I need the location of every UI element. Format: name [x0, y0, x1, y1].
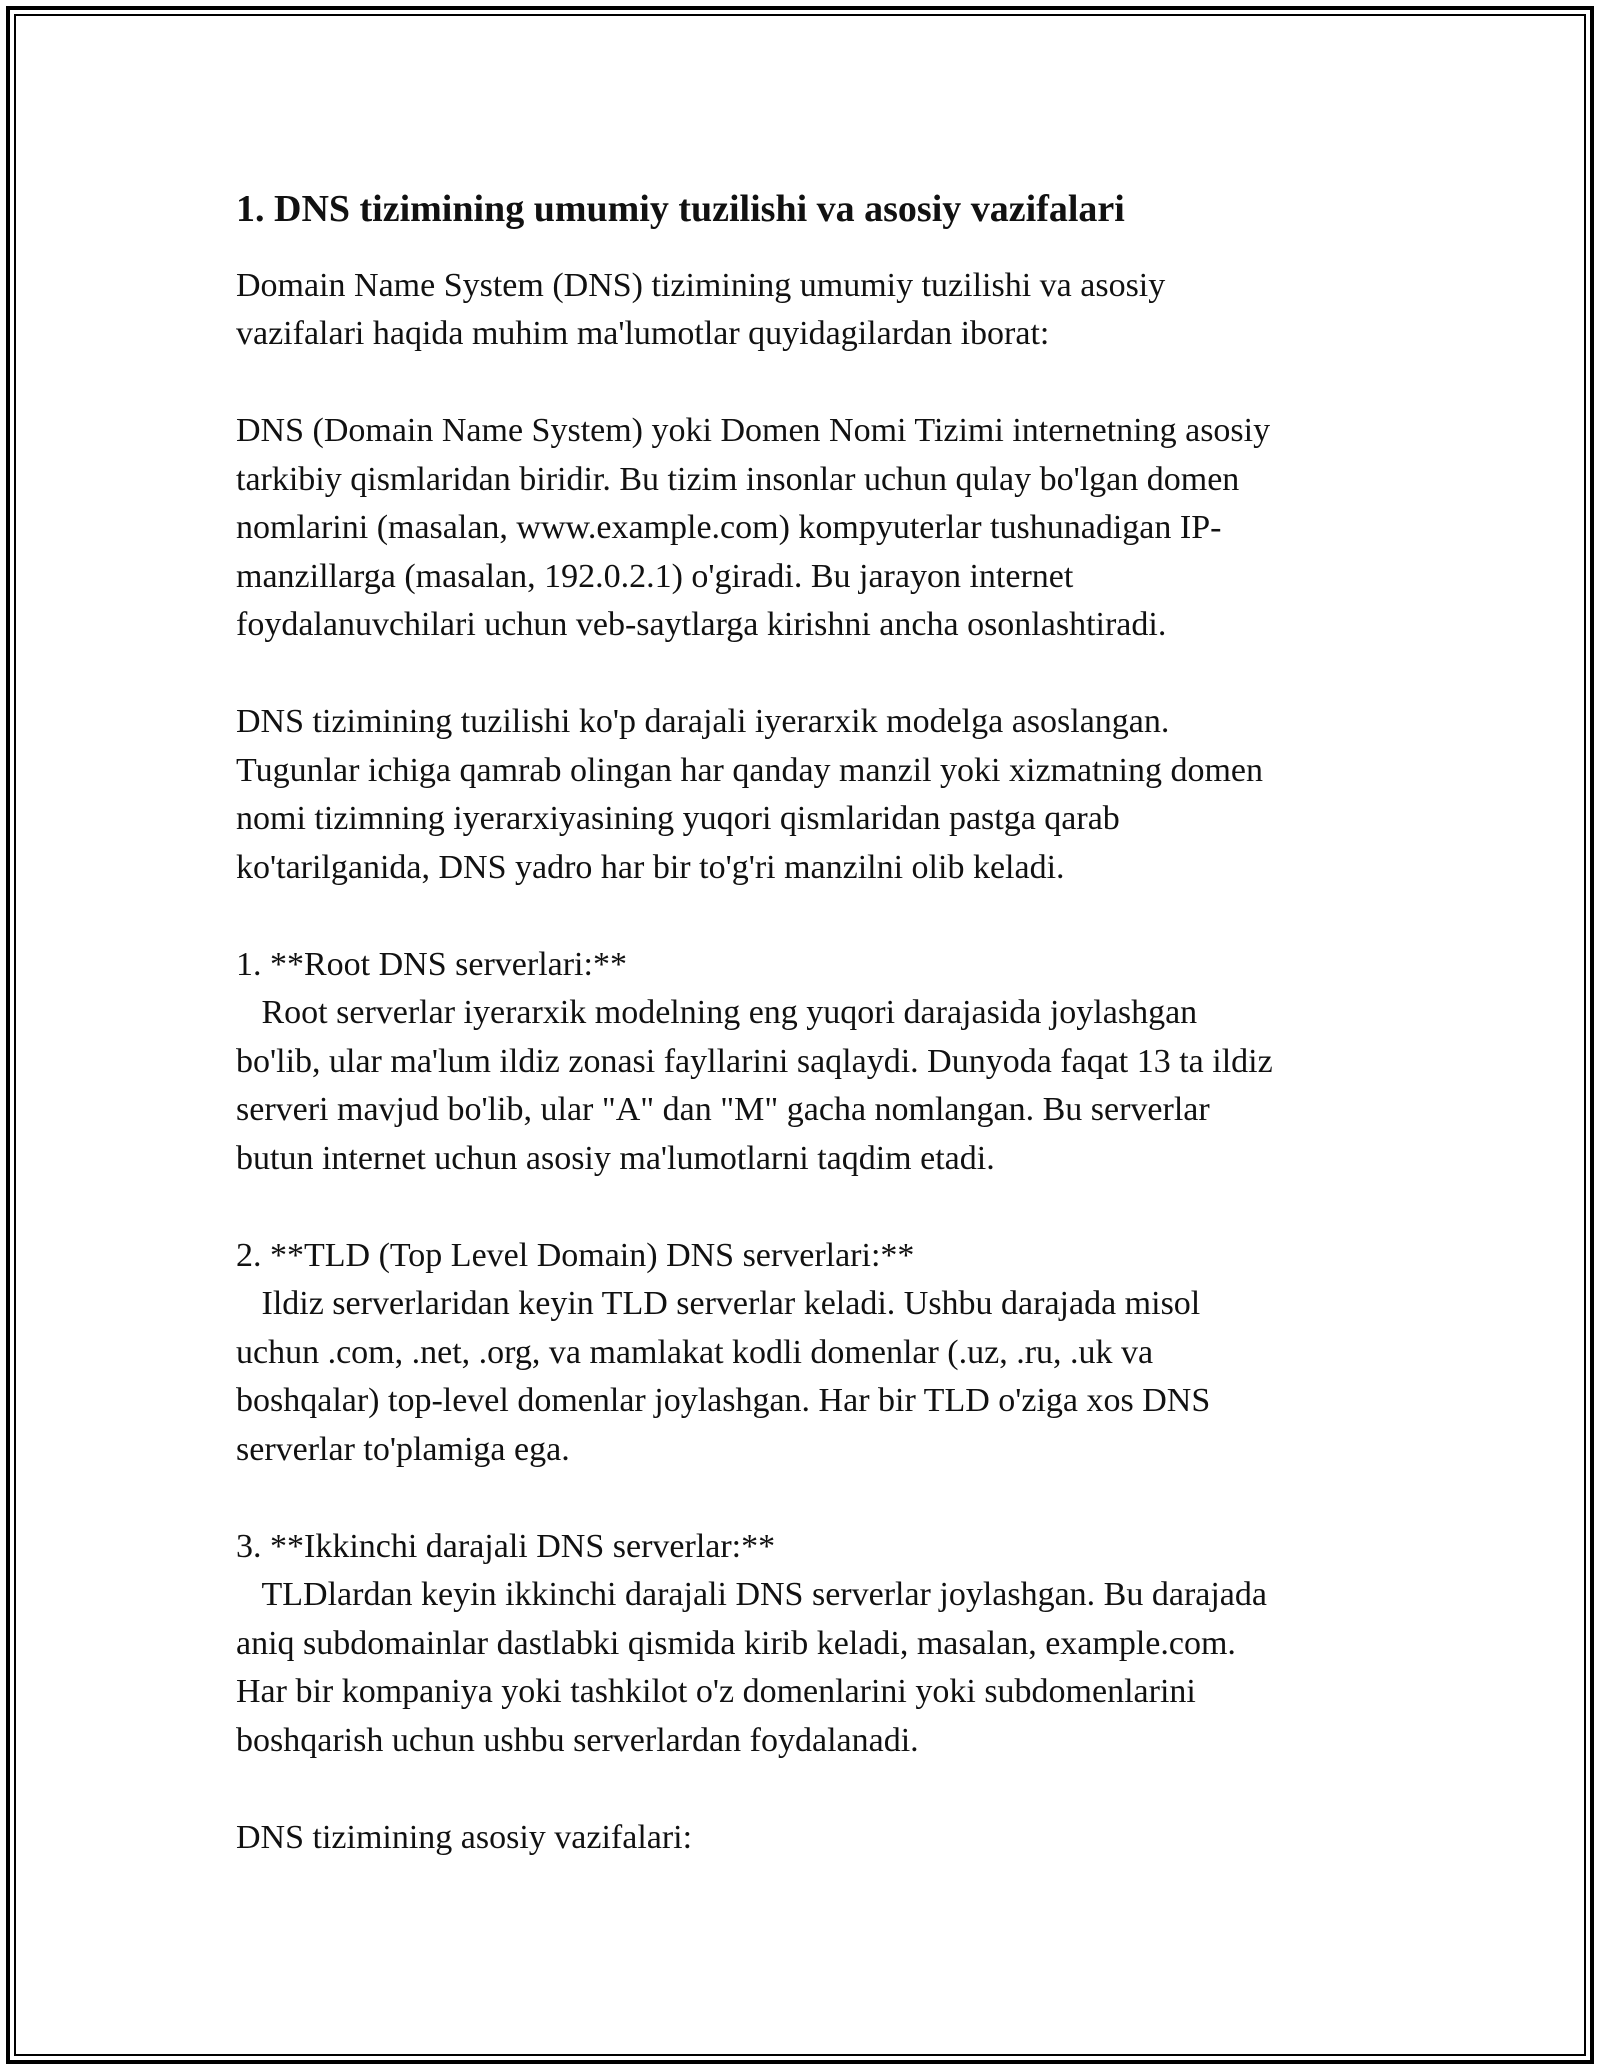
root-servers-item: 1. **Root DNS serverlari:** Root serverlar iyerarxik modelning eng yuqori darajasida joylashgan bo'lib, ular ma'lum ildiz zonasi fayllarini saqlaydi. Dunyoda faqat 13 ta ildiz serveri mavjud bo'lib, ular "A" dan "M" gacha nomlangan. Bu serverlar butun internet uchun asosiy ma'lumotlarni taqdim etadi.: [236, 945, 1273, 1177]
second-level-servers-item: 3. **Ikkinchi darajali DNS serverlar:** TLDlardan keyin ikkinchi darajali DNS serverlar joylashgan. Bu darajada aniq subdomainlar dastlabki qismida kirib keladi, masalan, example.com. Har bir kompaniya yoki tashkilot o'z domenlarini yoki subdomenlarini boshqarish uchun ushbu serverlardan foydalanadi.: [236, 1527, 1267, 1759]
section-heading: 1. DNS tizimining umumiy tuzilishi va asosiy vazifalari: [236, 188, 1125, 230]
intro-paragraph: Domain Name System (DNS) tizimining umumiy tuzilishi va asosiy vazifalari haqida muhim ma'lumotlar quyidagilardan iborat:: [236, 266, 1166, 352]
tld-servers-item: 2. **TLD (Top Level Domain) DNS serverlari:** Ildiz serverlaridan keyin TLD serverlar keladi. Ushbu darajada misol uchun .com, .net, .org, va mamlakat kodli domenlar (.uz, .ru, .uk va boshqalar) top-level domenlar joylashgan. Har bir TLD o'ziga xos DNS serverlar to'plamiga ega.: [236, 1236, 1211, 1468]
document-body: [236, 186, 1366, 1862]
dns-structure-paragraph: DNS tizimining tuzilishi ko'p darajali iyerarxik modelga asoslangan. Tugunlar ichiga qamrab olingan har qanday manzil yoki xizmatning domen nomi tizimning iyerarxiyasining yuqori qismlaridan pastga qarab ko'tarilganida, DNS yadro har bir to'g'ri manzilni olib keladi.: [236, 703, 1264, 886]
main-functions-paragraph: DNS tizimining asosiy vazifalari:: [236, 1818, 693, 1856]
dns-definition-paragraph: DNS (Domain Name System) yoki Domen Nomi Tizimi internetning asosiy tarkibiy qismlaridan biridir. Bu tizim insonlar uchun qulay bo'lgan domen nomlarini (masalan, www.example.com) kompyuterlar tushunadigan IP- manzillarga (masalan, 192.0.2.1) o'giradi. Bu jarayon internet foydalanuvchilari uchun veb-saytlarga kirishni ancha osonlashtiradi.: [236, 412, 1271, 643]
